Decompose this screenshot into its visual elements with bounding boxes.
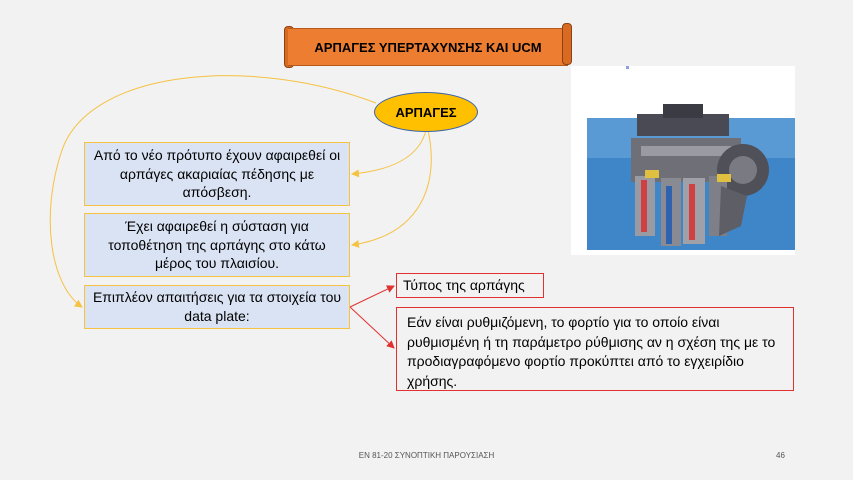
info-box-data-plate: Επιπλέον απαιτήσεις για τα στοιχεία του data plate: (84, 285, 350, 329)
arrow-to-type (350, 286, 394, 307)
arrow-to-adjustable (350, 307, 394, 348)
arrow-to-box2 (352, 130, 431, 245)
page-number: 46 (776, 451, 785, 460)
info-box-removed-instant-gear: Από το νέο πρότυπο έχουν αφαιρεθεί οι αρπάγες ακαριαίας πέδησης με απόσβεση. (84, 142, 350, 206)
safety-gear-photo (571, 66, 795, 255)
adjustable-load-box: Εάν είναι ρυθμιζόμενη, το φορτίο για το οποίο είναι ρυθμισμένη ή τη παράμετρο ρύθμισης αν η σχέση της με το προδιαγραφόμενο φορτίο προκύπτει από το εγχειρίδιο χρήσης. (396, 307, 794, 391)
title-banner (284, 26, 572, 66)
info-box-removed-recommendation: Έχει αφαιρεθεί η σύσταση για τοποθέτηση της αρπάγης στο κάτω μέρος του πλαισίου. (84, 213, 350, 277)
center-ellipse: ΑΡΠΑΓΕΣ (374, 92, 478, 132)
gear-type-box: Τύπος της αρπάγης (396, 273, 544, 298)
slide-title: ΑΡΠΑΓΕΣ ΥΠΕΡΤΑΧΥΝΣΗΣ ΚΑΙ UCM (288, 28, 568, 66)
arrow-to-box1 (352, 130, 426, 174)
scroll-roll-right (562, 23, 572, 65)
footer-text: ΕΝ 81-20 ΣΥΝΟΠΤΙΚΗ ΠΑΡΟΥΣΙΑΣΗ (358, 451, 495, 460)
